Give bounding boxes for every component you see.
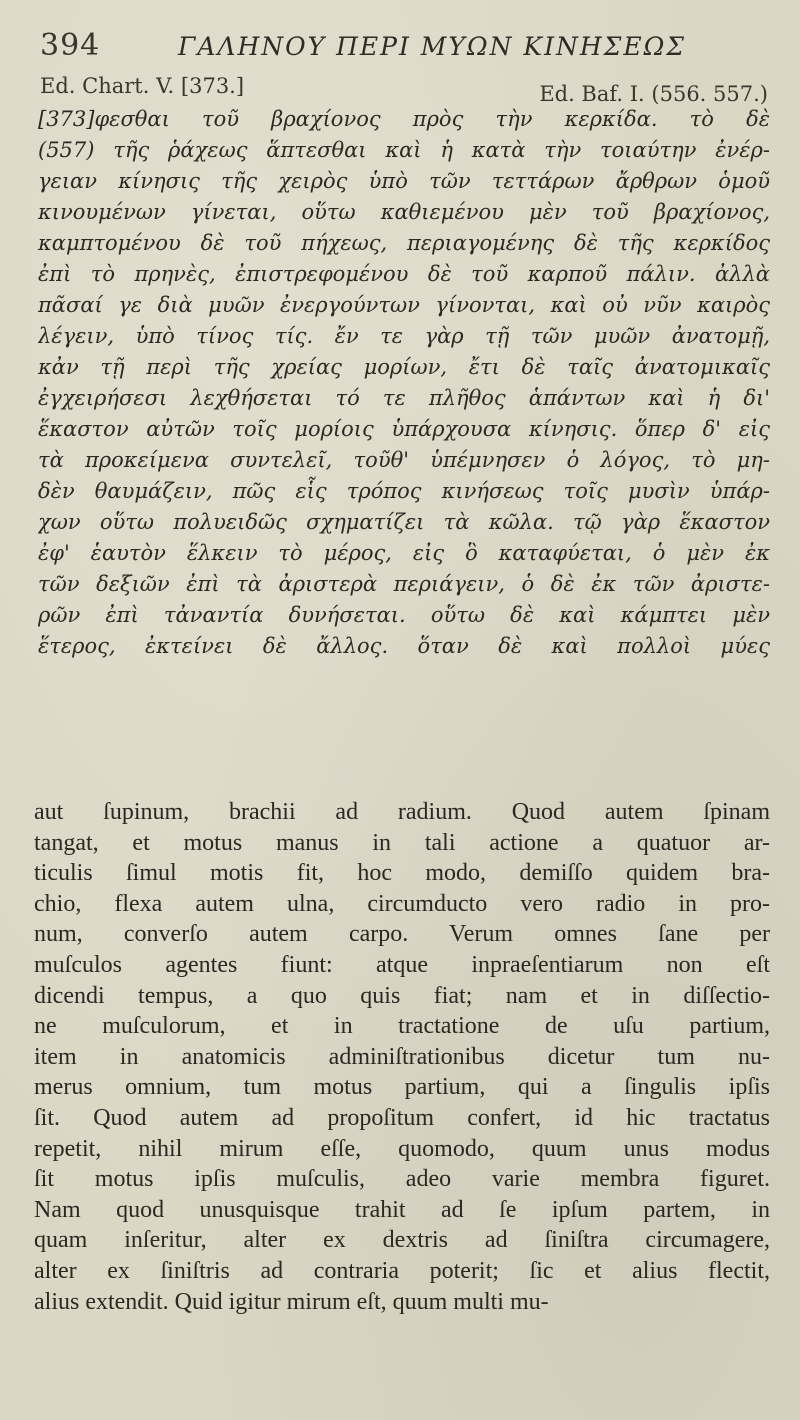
latin-text-line: num, converſo autem carpo. Verum omnes ſane per xyxy=(34,921,770,948)
latin-text-line: chio, flexa autem ulna, circumducto vero radio in pro- xyxy=(34,890,770,917)
greek-text-line: τὰ προκείμενα συντελεῖ, τοῦθ' ὑπέμνησεν ὁ λόγος, τὸ μη- xyxy=(38,448,770,472)
greek-text-line: ἐπὶ τὸ πρηνὲς, ἐπιστρεφομένου δὲ τοῦ καρποῦ πάλιν. ἀλλὰ xyxy=(38,262,770,286)
greek-text-line: δὲν θαυμάζειν, πῶς εἷς τρόπος κινήσεως τοῖς μυσὶν ὑπάρ- xyxy=(38,479,770,503)
latin-text-line: quam inſeritur, alter ex dextris ad ſiniſtra circumagere, xyxy=(34,1227,770,1254)
greek-text-line: (557) τῆς ῥάχεως ἅπτεσθαι καὶ ἡ κατὰ τὴν τοιαύτην ἐνέρ- xyxy=(38,138,770,162)
greek-text-line: κινουμένων γίνεται, οὕτω καθιεμένου μὲν τοῦ βραχίονος, xyxy=(38,200,770,224)
greek-text-block xyxy=(38,104,770,662)
greek-text-line: [373]φεσθαι τοῦ βραχίονος πρὸς τὴν κερκίδα. τὸ δὲ xyxy=(38,107,770,131)
greek-text-line: ἕτερος, ἐκτείνει δὲ ἄλλος. ὅταν δὲ καὶ πολλοὶ μύες xyxy=(38,634,770,658)
greek-text-line: ἐγχειρήσεσι λεχθήσεται τό τε πλῆθος ἁπάντων καὶ ἡ δι' xyxy=(38,386,770,410)
greek-text-line: γειαν κίνησις τῆς χειρὸς ὑπὸ τῶν τεττάρων ἄρθρων ὁμοῦ xyxy=(38,169,770,193)
greek-text-line: ἐφ' ἑαυτὸν ἕλκειν τὸ μέρος, εἰς ὃ καταφύεται, ὁ μὲν ἐκ xyxy=(38,541,770,565)
latin-text-line: alter ex ſiniſtris ad contraria poterit; ſic et alius flectit, xyxy=(34,1257,770,1284)
greek-text-line: ἕκαστον αὐτῶν τοῖς μορίοις ὑπάρχουσα κίνησις. ὅπερ δ' εἰς xyxy=(38,417,770,441)
running-title: ΓΑΛΗΝΟΥ ΠΕΡΙ ΜΥΩΝ ΚΙΝΗΣΕΩΣ xyxy=(178,32,686,61)
greek-text-line: κἀν τῇ περὶ τῆς χρείας μορίων, ἔτι δὲ ταῖς ἀνατομικαῖς xyxy=(38,355,770,379)
latin-text-line: dicendi tempus, a quo quis fiat; nam et in diſſectio- xyxy=(34,982,770,1009)
latin-text-line: merus omnium, tum motus partium, qui a ſingulis ipſis xyxy=(34,1074,770,1101)
latin-text-line: ticulis ſimul motis fit, hoc modo, demiſſo quidem bra- xyxy=(34,860,770,887)
page-header xyxy=(40,28,780,68)
latin-text-line: Nam quod unusquisque trahit ad ſe ipſum partem, in xyxy=(34,1196,770,1223)
edition-references xyxy=(40,74,768,104)
latin-text-line: ne muſculorum, et in tractatione de uſu partium, xyxy=(34,1013,770,1040)
edition-basel-reference: Ed. Baf. I. (556. 557.) xyxy=(539,82,768,106)
greek-text-line: λέγειν, ὑπὸ τίνος τίς. ἔν τε γὰρ τῇ τῶν μυῶν ἀνατομῇ, xyxy=(38,324,770,348)
page-number: 394 xyxy=(40,28,101,63)
latin-text-line: aut ſupinum, brachii ad radium. Quod autem ſpinam xyxy=(34,799,770,825)
latin-text-line: muſculos agentes fiunt: atque inpraeſentiarum non eſt xyxy=(34,951,770,978)
latin-text-line: ſit. Quod autem ad propoſitum confert, id hic tractatus xyxy=(34,1104,770,1131)
greek-text-line: καμπτομένου δὲ τοῦ πήχεως, περιαγομένης δὲ τῆς κερκίδος xyxy=(38,231,770,255)
greek-text-line: χων οὕτω πολυειδῶς σχηματίζει τὰ κῶλα. τῷ γὰρ ἕκαστον xyxy=(38,510,770,534)
latin-text-line: alius extendit. Quid igitur mirum eſt, quum multi mu- xyxy=(34,1288,549,1315)
latin-text-line: ſit motus ipſis muſculis, adeo varie membra figuret. xyxy=(34,1166,770,1193)
greek-text-line: πᾶσαί γε διὰ μυῶν ἐνεργούντων γίνονται, καὶ οὐ νῦν καιρὸς xyxy=(38,293,770,317)
greek-text-line: ρῶν ἐπὶ τἀναντία δυνήσεται. οὕτω δὲ καὶ κάμπτει μὲν xyxy=(38,603,770,627)
edition-chart-reference: Ed. Chart. V. [373.] xyxy=(40,74,245,98)
latin-text-block xyxy=(34,797,770,1317)
greek-text-line: τῶν δεξιῶν ἐπὶ τὰ ἀριστερὰ περιάγειν, ὁ δὲ ἐκ τῶν ἀριστε- xyxy=(38,572,770,596)
latin-text-line: tangat, et motus manus in tali actione a quatuor ar- xyxy=(34,829,770,856)
latin-text-line: item in anatomicis adminiſtrationibus dicetur tum nu- xyxy=(34,1043,770,1070)
latin-text-line: repetit, nihil mirum eſſe, quomodo, quum unus modus xyxy=(34,1135,770,1162)
